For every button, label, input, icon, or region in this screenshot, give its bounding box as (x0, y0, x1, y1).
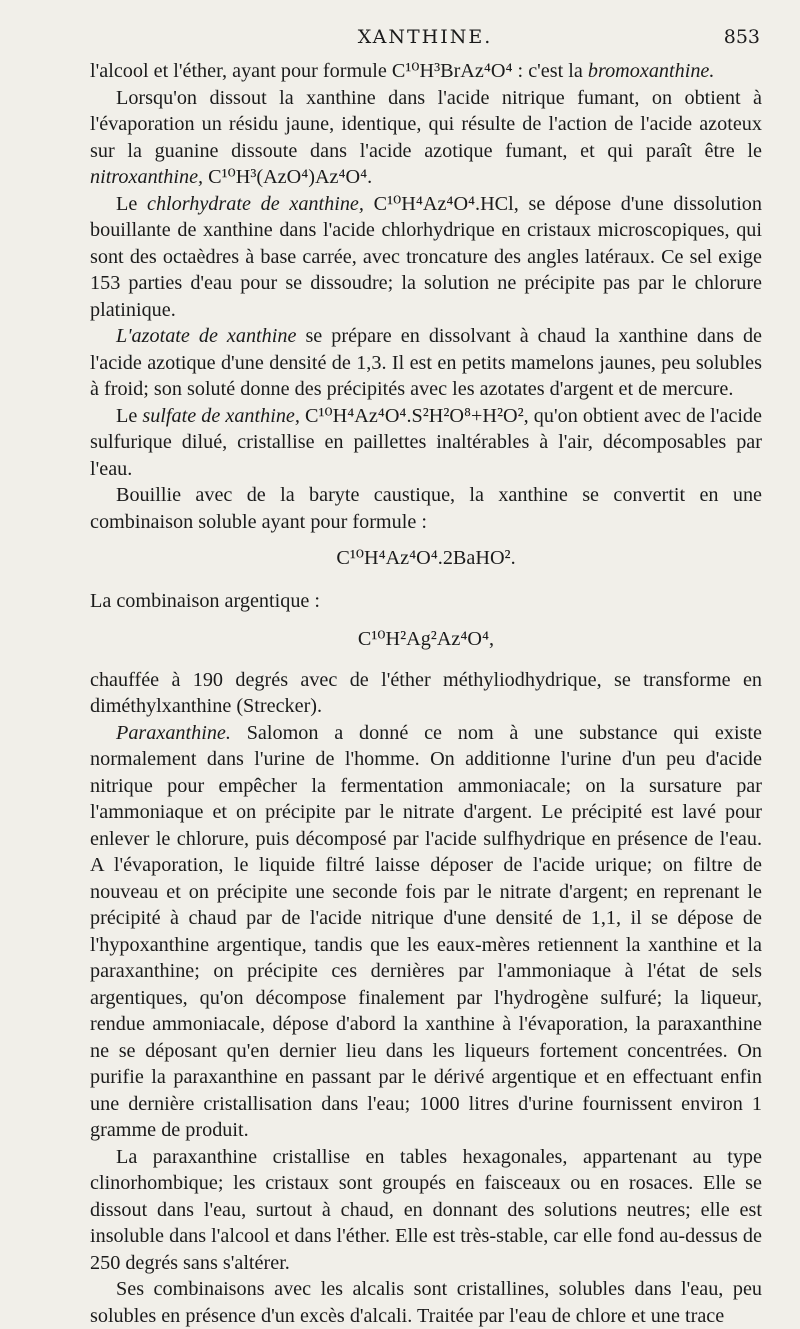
paragraph-text: C¹⁰H⁴Az⁴O⁴.S²H²O⁸+H²O², qu'on obtient avec de l'acide sulfurique dilué, cristallise en paillettes inaltérables à l'air, décomposables par l'eau. (90, 404, 762, 480)
paragraph-text: Le (116, 404, 143, 427)
page-body (90, 58, 762, 1329)
paragraph-text: La paraxanthine cristallise en tables hexagonales, appartenant au type clinorhombique; les cristaux sont groupés en faisceaux ou en rosaces. Elle se dissout dans l'eau, surtout à chaud, en donnant des solutions neutres; elle est insoluble dans l'alcool et dans l'éther. Elle est très-stable, car elle fond au-dessus de 250 degrés sans s'altérer. (90, 1145, 762, 1274)
term-paraxanthine: Paraxanthine. (116, 721, 231, 744)
paragraph-sulfate (90, 403, 762, 483)
term-sulfate: sulfate de xanthine, (142, 404, 300, 427)
paragraph-text: La combinaison argentique : (90, 589, 321, 612)
formula-baryum: C¹⁰H⁴Az⁴O⁴.2BaHO². (336, 547, 516, 569)
paragraph-dimethylxanthine (90, 667, 762, 720)
paragraph-combinaisons (90, 1276, 762, 1329)
paragraph-bromoxanthine (90, 58, 762, 85)
paragraph-text: Le (116, 192, 147, 215)
paragraph-nitroxanthine (90, 85, 762, 191)
paragraph-text: chauffée à 190 degrés avec de l'éther méthyliodhydrique, se transforme en diméthylxanthine (Strecker). (90, 668, 762, 717)
paragraph-text: l'alcool et l'éther, ayant pour formule C¹⁰H³BrAz⁴O⁴ : c'est la (90, 60, 588, 82)
paragraph-paraxanthine (90, 720, 762, 1144)
page-header (90, 26, 760, 54)
term-azotate: L'azotate de xanthine (116, 325, 297, 347)
term-bromoxanthine: bromoxanthine. (587, 60, 715, 82)
paragraph-baryte (90, 482, 762, 535)
paragraph-chlorhydrate (90, 191, 762, 324)
running-title: XANTHINE. (357, 26, 493, 48)
term-nitroxanthine: nitroxanthine, (90, 166, 204, 188)
paragraph-cristallisation (90, 1144, 762, 1277)
paragraph-azotate (90, 323, 762, 403)
term-chlorhydrate: chlorhydrate de xanthine, (147, 192, 364, 215)
paragraph-argentique (90, 588, 762, 615)
page-number: 853 (723, 26, 760, 48)
paragraph-text: C¹⁰H⁴Az⁴O⁴.HCl, se dépose d'une dissolution bouillante de xanthine dans l'acide chlorhydrique en cristaux microscopiques, qui sont des octaèdres à base carrée, avec troncature des angles latéraux. Ce sel exige 153 parties d'eau pour se dissoudre; la solution ne précipite pas par le chlorure platinique. (90, 192, 762, 321)
paragraph-text: Lorsqu'on dissout la xanthine dans l'acide nitrique fumant, on obtient à l'évaporation un résidu jaune, identique, qui résulte de l'action de l'acide azoteux sur la guanine dissoute dans l'acide azotique fumant, et qui paraît être le (90, 86, 762, 162)
paragraph-text: Bouillie avec de la baryte caustique, la xanthine se convertit en une combinaison soluble ayant pour formule : (90, 484, 762, 533)
paragraph-text: se prépare en dissolvant à chaud la xanthine dans de l'acide azotique d'une densité de 1,3. Il est en petits mamelons jaunes, peu solubles à froid; son soluté donne des précipités avec les azotates d'argent et de mercure. (90, 325, 762, 400)
paragraph-text: Salomon a donné ce nom à une substance qui existe normalement dans l'urine de l'homme. On additionne l'urine d'un peu d'acide nitrique pour empêcher la fermentation ammoniacale; on la sursature par l'ammoniaque et on précipite par le nitrate d'argent. Le précipité est lavé pour enlever le chlorure, puis décomposé par l'acide sulfhydrique en présence de l'eau. A l'évaporation, le liquide filtré laisse déposer de l'acide urique; on filtre de nouveau et on précipite une seconde fois par le nitrate d'argent; en reprenant le précipité à chaud par de l'acide nitrique d'une densité de 1,1, il se dépose de l'hypoxanthine argentique, tandis que les eaux-mères retiennent la xanthine et la paraxanthine; on précipite ces dernières par l'ammoniaque à l'état de sels argentiques, qu'on décompose finalement par l'hydrogène sulfuré; la liqueur, rendue ammoniacale, dépose d'abord la xanthine à l'évaporation, la paraxanthine ne se déposant qu'en dernier lieu dans les liqueurs fortement concentrées. On purifie la paraxanthine en passant par le dérivé argentique et en effectuant enfin une dernière cristallisation dans l'eau; 1000 litres d'urine fournissent environ 1 gramme de produit. (90, 721, 762, 1141)
formula-argentique: C¹⁰H²Ag²Az⁴O⁴, (357, 628, 495, 650)
paragraph-text: Ses combinaisons avec les alcalis sont cristallines, solubles dans l'eau, peu solubles en présence d'un excès d'alcali. Traitée par l'eau de chlore et une trace (90, 1278, 762, 1327)
formula-inline: C¹⁰H³(AzO⁴)Az⁴O⁴. (203, 166, 373, 188)
